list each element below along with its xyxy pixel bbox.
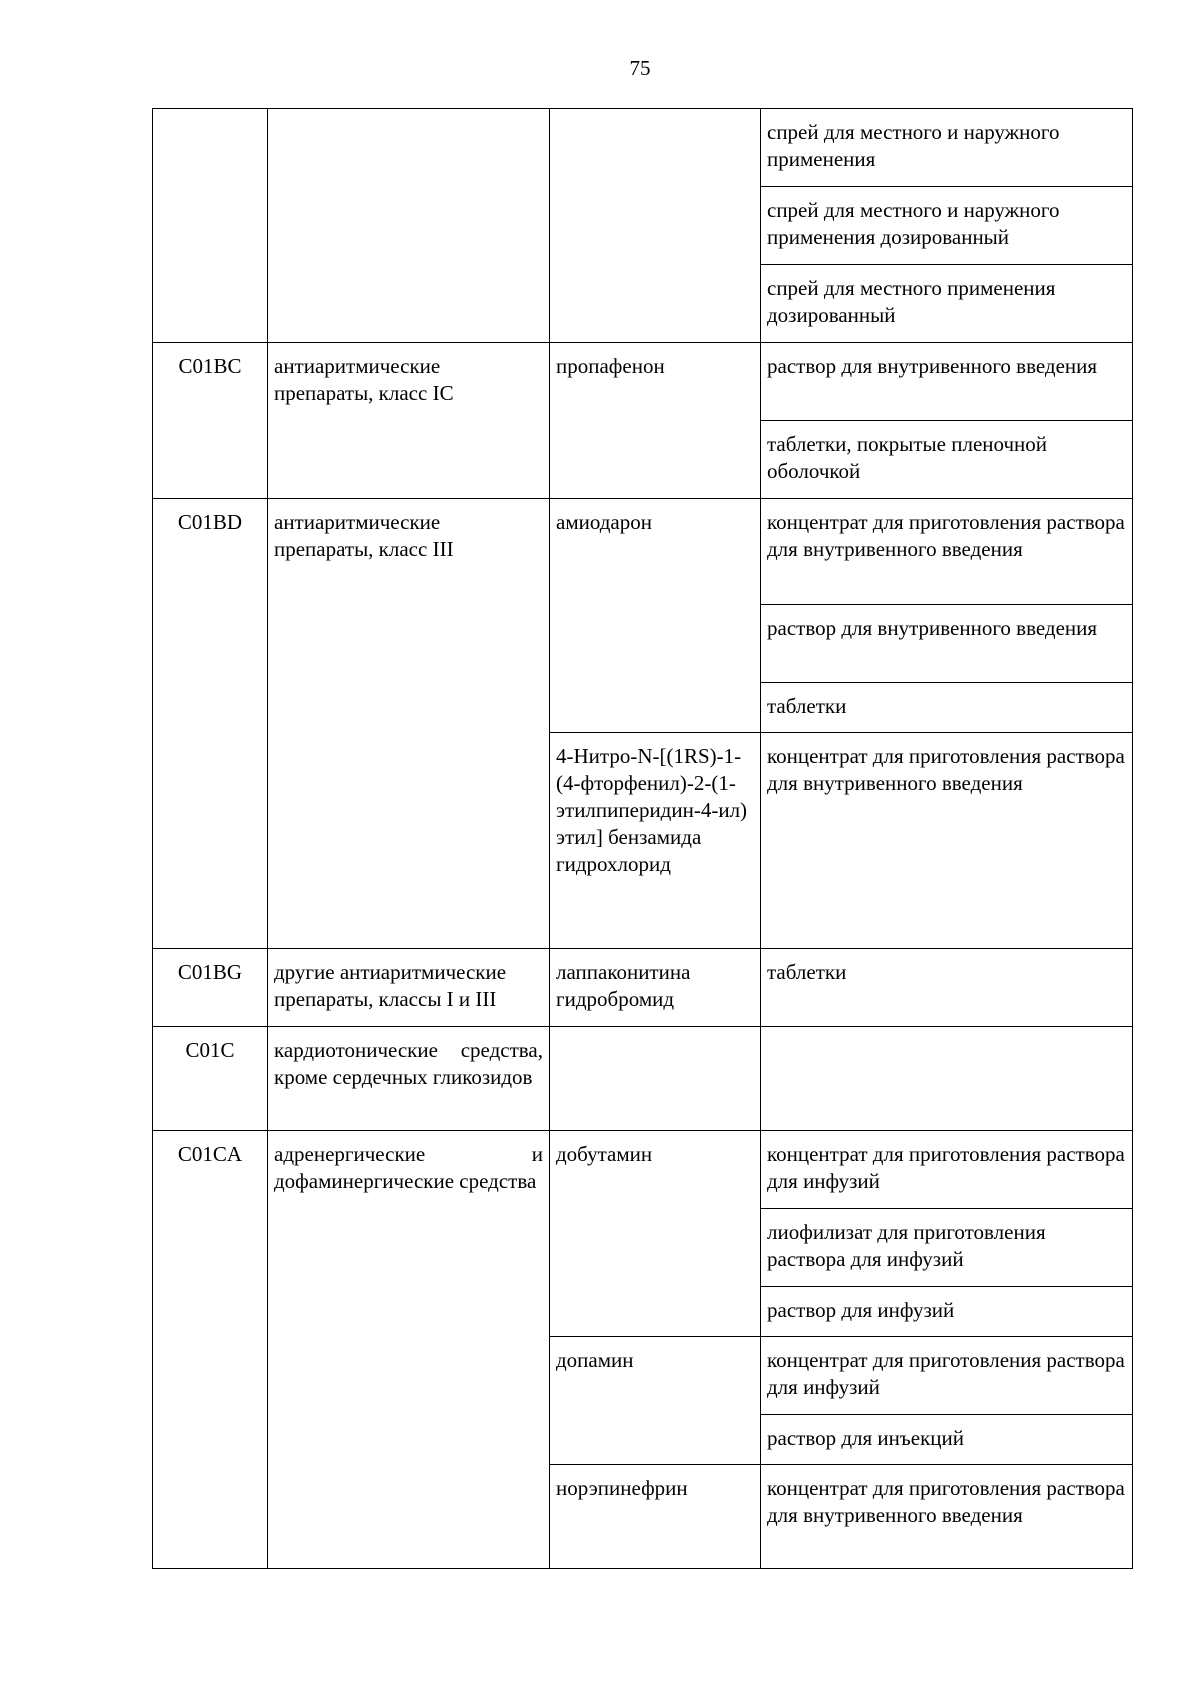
table-row [153,343,1133,421]
form-cell: раствор для внутривенного введения [761,343,1133,421]
atc-code: C01CA [153,1131,268,1569]
form-cell: концентрат для приготовления раствора для инфузий [761,1337,1133,1415]
group-name: кардиотонические средства, кроме сердечных гликозидов [268,1027,550,1131]
table-row [153,499,1133,605]
form-cell: таблетки [761,949,1133,1027]
group-name: адренергические и дофаминергические средства [268,1131,550,1569]
drug-name: норэпинефрин [550,1465,761,1569]
form-cell: концентрат для приготовления раствора для инфузий [761,1131,1133,1209]
group-name: другие антиаритмические препараты, классы I и III [268,949,550,1027]
group-name: антиаритмические препараты, класс III [268,499,550,949]
page-number: 75 [629,56,651,80]
form-cell: таблетки [761,683,1133,733]
form-cell: спрей для местного применения дозированный [761,265,1133,343]
drug-name: лаппаконитина гидробромид [550,949,761,1027]
drug-name: пропафенон [550,343,761,499]
form-cell: раствор для внутривенного введения [761,605,1133,683]
code-cell [153,109,268,343]
atc-code: C01C [153,1027,268,1131]
drug-cell [550,1027,761,1131]
atc-code: C01BC [153,343,268,499]
form-cell: раствор для инъекций [761,1415,1133,1465]
table-row [153,1131,1133,1209]
group-name: антиаритмические препараты, класс IC [268,343,550,499]
table-row [153,949,1133,1027]
form-cell: спрей для местного и наружного применения дозированный [761,187,1133,265]
form-cell: концентрат для приготовления раствора для внутривенного введения [761,1465,1133,1569]
drug-name: амиодарон [550,499,761,733]
drug-name: добутамин [550,1131,761,1337]
form-cell: лиофилизат для приготовления раствора для инфузий [761,1209,1133,1287]
form-cell [761,1027,1133,1131]
form-cell: раствор для инфузий [761,1287,1133,1337]
atc-code: C01BD [153,499,268,949]
form-cell: концентрат для приготовления раствора для внутривенного введения [761,499,1133,605]
table-row [153,109,1133,187]
drug-name: допамин [550,1337,761,1465]
form-cell: таблетки, покрытые пленочной оболочкой [761,421,1133,499]
drug-name: 4-Нитро-N-[(1RS)-1-(4-фторфенил)-2-(1-этилпиперидин-4-ил) этил] бензамида гидрохлорид [550,733,761,949]
atc-code: C01BG [153,949,268,1027]
group-cell [268,109,550,343]
table-row [153,1027,1133,1131]
form-cell: спрей для местного и наружного применения [761,109,1133,187]
form-cell: концентрат для приготовления раствора для внутривенного введения [761,733,1133,949]
drug-cell [550,109,761,343]
drug-table [152,108,1133,1569]
